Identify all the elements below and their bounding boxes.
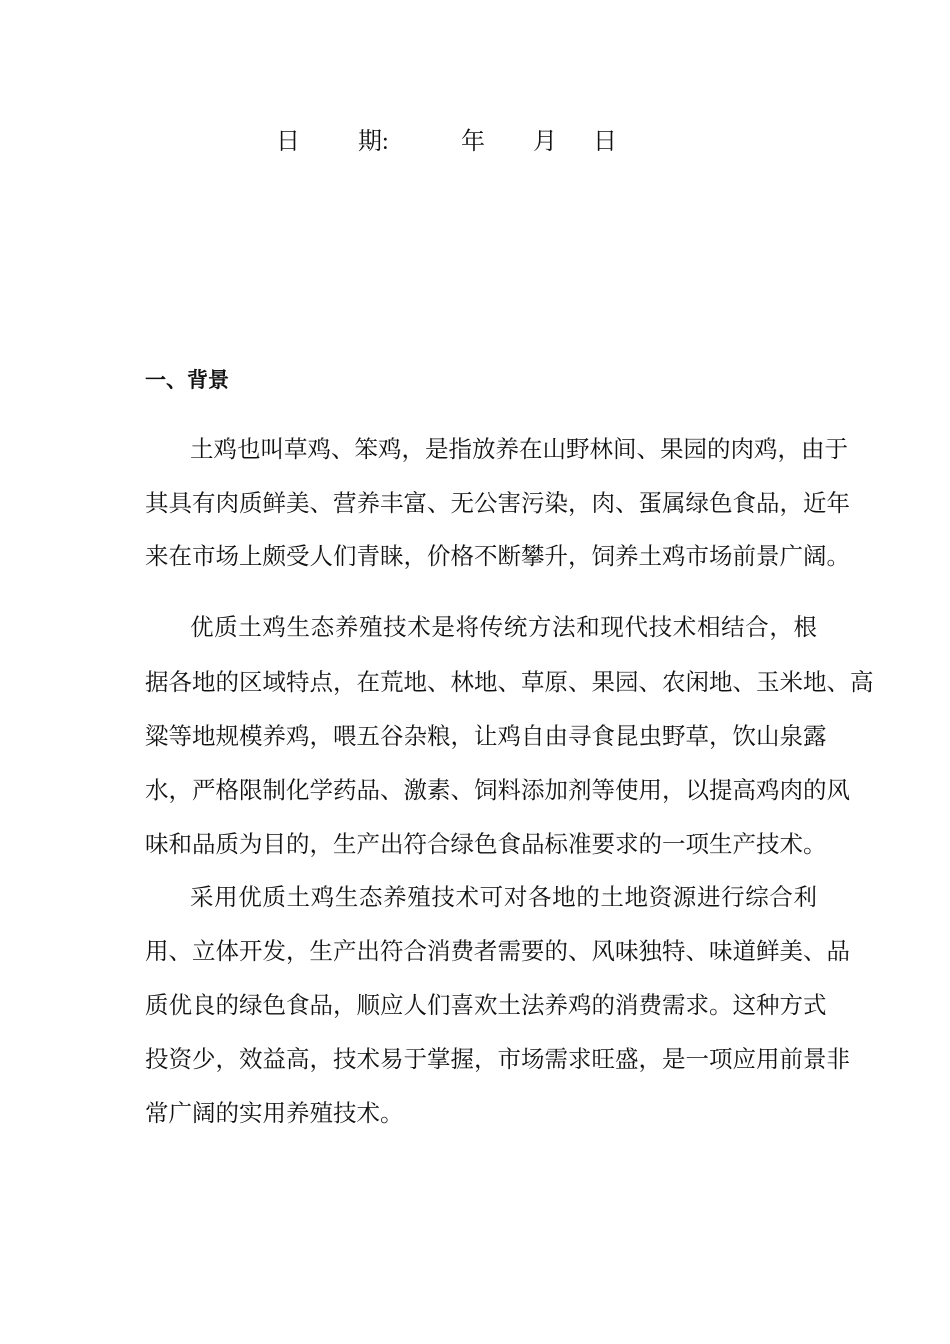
paragraph-line: 采用优质土鸡生态养殖技术可对各地的土地资源进行综合利 xyxy=(190,885,817,911)
paragraph-line: 土鸡也叫草鸡、笨鸡，是指放养在山野林间、果园的肉鸡，由于 xyxy=(190,437,848,463)
paragraph-line: 常广阔的实用养殖技术。 xyxy=(145,1101,404,1127)
date-label-ri: 日 xyxy=(276,129,300,155)
date-label-qi: 期: xyxy=(358,129,389,155)
date-year: 年 xyxy=(461,129,485,155)
paragraph-line: 粱等地规模养鸡，喂五谷杂粮，让鸡自由寻食昆虫野草，饮山泉露 xyxy=(145,724,827,750)
paragraph-line: 其具有肉质鲜美、营养丰富、无公害污染，肉、蛋属绿色食品，近年 xyxy=(145,491,850,517)
paragraph-line: 味和品质为目的，生产出符合绿色食品标准要求的一项生产技术。 xyxy=(145,832,827,858)
paragraph-line: 质优良的绿色食品，顺应人们喜欢土法养鸡的消费需求。这种方式 xyxy=(145,993,827,1019)
paragraph-line: 来在市场上颇受人们青睐，价格不断攀升，饲养土鸡市场前景广阔。 xyxy=(145,544,850,570)
paragraph-line: 投资少，效益高，技术易于掌握，市场需求旺盛，是一项应用前景非 xyxy=(145,1047,850,1073)
section-heading: 一、背景 xyxy=(145,368,229,392)
paragraph-line: 水，严格限制化学药品、激素、饲料添加剂等使用，以提高鸡肉的风 xyxy=(145,778,850,804)
paragraph-line: 用、立体开发，生产出符合消费者需要的、风味独特、味道鲜美、品 xyxy=(145,939,850,965)
date-month: 月 xyxy=(533,129,557,155)
paragraph-line: 据各地的区域特点，在荒地、林地、草原、果园、农闲地、玉米地、高 xyxy=(145,670,874,696)
paragraph-line: 优质土鸡生态养殖技术是将传统方法和现代技术相结合，根 xyxy=(190,615,817,641)
date-day: 日 xyxy=(593,129,617,155)
